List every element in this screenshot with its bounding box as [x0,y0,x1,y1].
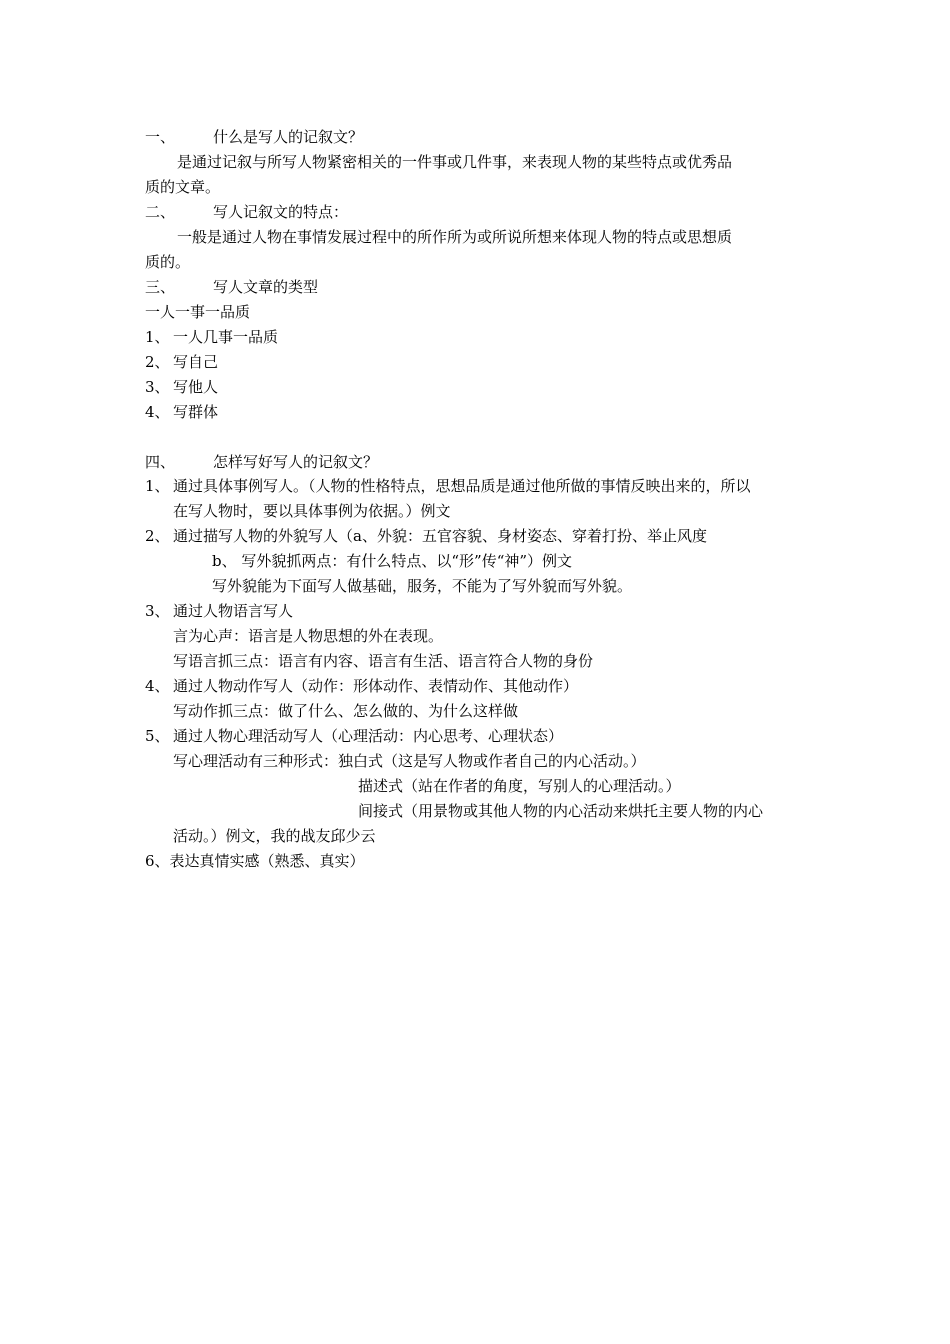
list-continuation: 写动作抓三点：做了什么、怎么做的、为什么这样做 [173,702,519,720]
list-text: 通过人物心理活动写人（心理活动：内心思考、心理状态） [173,727,564,745]
paragraph-line: 质的文章。 [145,178,221,196]
list-number: 5、 [145,727,170,745]
sub-item: b、 写外貌抓两点：有什么特点、以“形”传“神”）例文 [212,552,573,570]
section-heading-3 [145,278,318,296]
section-number: 二、 [145,203,176,221]
list-number: 2、 [145,353,170,371]
list-number: 4、 [145,403,170,421]
list-text: 通过具体事例写人。（人物的性格特点，思想品质是通过他所做的事情反映出来的，所以 [173,477,751,495]
list-text: 通过描写人物的外貌写人（a、外貌：五官容貌、身材姿态、穿着打扮、举止风度 [173,527,707,545]
section-heading-4 [145,453,378,471]
list-number: 3、 [145,378,170,396]
list-number: 1、 [145,328,170,346]
section-title: 怎样写好写人的记叙文？ [213,453,379,471]
list-text: 通过人物语言写人 [173,602,294,620]
list-continuation: 写心理活动有三种形式：独白式（这是写人物或作者自己的内心活动。） [173,752,646,770]
list-text: 一人几事一品质 [173,328,279,346]
section-number: 四、 [145,453,176,471]
list-text: 写群体 [173,403,219,421]
list-number: 1、 [145,477,170,495]
section-heading-1 [145,128,363,146]
list-continuation: 描述式（站在作者的角度，写别人的心理活动。） [358,777,681,795]
paragraph-line: 是通过记叙与所写人物紧密相关的一件事或几件事，来表现人物的某些特点或优秀品 [177,153,733,171]
list-number: 3、 [145,602,170,620]
section-heading-2 [145,203,348,221]
list-text: 通过人物动作写人（动作：形体动作、表情动作、其他动作） [173,677,579,695]
sub-item: 写外貌能为下面写人做基础，服务，不能为了写外貌而写外貌。 [212,577,633,595]
section-title: 写人记叙文的特点： [213,203,349,221]
list-text: 写他人 [173,378,219,396]
list-item [145,353,218,371]
list-item [145,527,707,545]
paragraph-line: 质的。 [145,253,191,271]
list-item: 一人一事一品质 [145,303,251,321]
section-number: 三、 [145,278,176,296]
list-item [145,328,278,346]
section-number: 一、 [145,128,176,146]
section-title: 什么是写人的记叙文？ [213,128,364,146]
list-continuation: 言为心声：语言是人物思想的外在表现。 [173,627,444,645]
paragraph-line: 一般是通过人物在事情发展过程中的所作所为或所说所想来体现人物的特点或思想质 [177,228,733,246]
list-continuation: 在写人物时，要以具体事例为依据。）例文 [173,502,451,520]
list-item [145,677,578,695]
section-title: 写人文章的类型 [213,278,319,296]
list-item [145,403,218,421]
list-number: 2、 [145,527,170,545]
list-continuation: 写语言抓三点：语言有内容、语言有生活、语言符合人物的身份 [173,652,594,670]
list-continuation: 活动。）例文，我的战友邱少云 [173,827,376,845]
list-item [145,727,563,745]
list-text: 写自己 [173,353,219,371]
list-continuation: 间接式（用景物或其他人物的内心活动来烘托主要人物的内心 [358,802,764,820]
list-item [145,477,751,495]
list-item [145,602,293,620]
list-item: 6、表达真情实感（熟悉、真实） [145,852,365,870]
list-number: 4、 [145,677,170,695]
list-item [145,378,218,396]
